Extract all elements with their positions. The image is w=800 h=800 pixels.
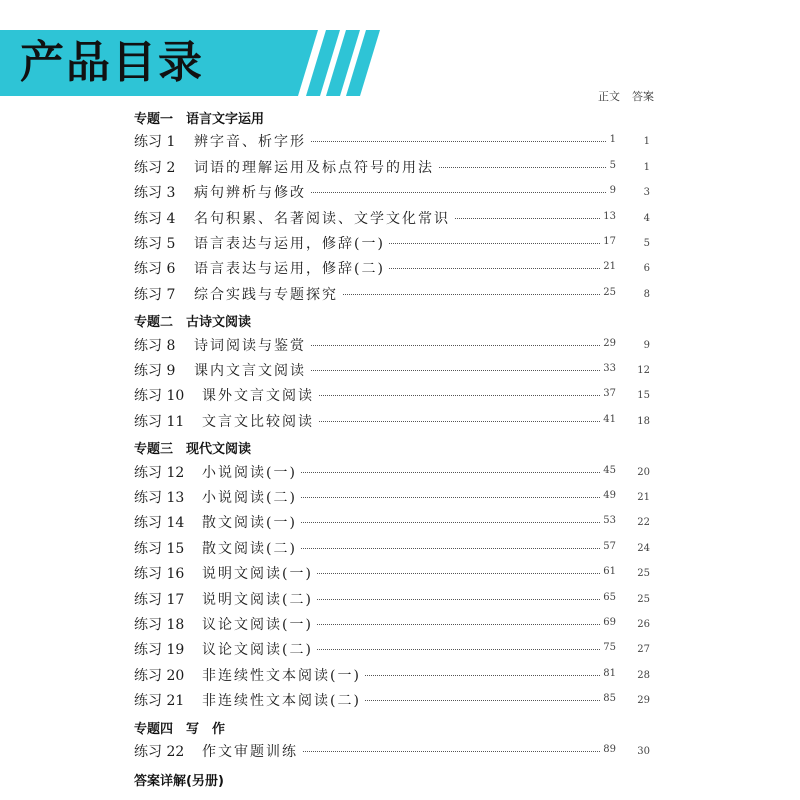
page-number: 75: [600, 642, 616, 653]
answer-page-number: 12: [637, 365, 650, 376]
exercise-number: 练习 18: [134, 617, 185, 633]
exercise-number: 练习 12: [134, 464, 185, 481]
toc-entry[interactable]: [0, 512, 800, 534]
exercise-number: 练习 4: [134, 210, 176, 227]
exercise-number: 练习 7: [134, 286, 176, 303]
exercise-title: 辨字音、析字形: [194, 131, 310, 151]
dot-leader: [290, 548, 610, 549]
dot-leader: [290, 192, 610, 193]
toc-entry[interactable]: [0, 665, 800, 687]
page-number: 25: [600, 287, 616, 298]
answer-page-number: 20: [637, 466, 650, 478]
toc-entry[interactable]: [0, 233, 800, 255]
page-number: 9: [607, 185, 616, 196]
toc-entry[interactable]: [0, 360, 800, 382]
exercise-number: 练习 13: [134, 490, 185, 506]
toc-entry[interactable]: [0, 487, 800, 509]
exercise-number: 练习 3: [134, 185, 176, 202]
toc-entry[interactable]: [0, 462, 800, 484]
exercise-title: 课外文言文阅读: [202, 385, 318, 405]
answer-page-number: 8: [643, 288, 650, 300]
exercise-title: 病句辨析与修改: [194, 182, 310, 202]
dot-leader: [290, 624, 610, 625]
dot-leader: [290, 370, 610, 371]
exercise-title: 非连续性文本阅读(二): [202, 690, 365, 710]
page-number: 29: [600, 338, 616, 349]
exercise-title: 散文阅读(二): [202, 538, 301, 558]
exercise-title: 说明文阅读(二): [202, 589, 317, 609]
dot-leader: [290, 141, 610, 142]
page-number: 37: [600, 388, 616, 399]
answer-page-number: 25: [637, 593, 650, 605]
exercise-title: 语言表达与运用，修辞(二): [194, 258, 389, 278]
page-number: 53: [600, 515, 616, 526]
exercise-number: 练习 5: [134, 236, 176, 252]
answer-page-number: 28: [637, 669, 650, 681]
page-number: 81: [600, 668, 616, 679]
dot-leader: [290, 395, 610, 396]
dot-leader: [290, 522, 610, 523]
dot-leader: [290, 649, 610, 650]
exercise-title: 议论文阅读(二): [202, 639, 317, 659]
exercise-number: 练习 9: [134, 363, 176, 379]
exercise-title: 作文审题训练: [202, 741, 302, 761]
page-number: 5: [607, 160, 616, 171]
exercise-number: 练习 14: [134, 515, 185, 532]
page-number: 69: [600, 617, 616, 628]
exercise-number: 练习 8: [134, 337, 176, 354]
toc-entry[interactable]: [0, 157, 800, 179]
page-number: 1: [607, 134, 616, 145]
page-number: 85: [600, 693, 616, 704]
answer-page-number: 3: [643, 187, 650, 199]
exercise-title: 散文阅读(一): [202, 512, 301, 532]
toc-entry[interactable]: [0, 131, 800, 153]
exercise-number: 练习 10: [134, 388, 185, 405]
exercise-number: 练习 11: [134, 413, 185, 430]
exercise-number: 练习 21: [134, 693, 185, 710]
toc-entry[interactable]: [0, 284, 800, 306]
page-number: 57: [600, 541, 616, 552]
dot-leader: [290, 573, 610, 574]
exercise-number: 练习 15: [134, 540, 185, 557]
page-number: 17: [600, 236, 616, 247]
column-header-answer: 答案: [632, 90, 654, 103]
toc-entry[interactable]: [0, 182, 800, 204]
page-number: 65: [600, 592, 616, 603]
exercise-number: 练习 17: [134, 591, 185, 608]
answer-page-number: 18: [637, 415, 650, 427]
dot-leader: [290, 421, 610, 422]
toc-entry[interactable]: [0, 258, 800, 280]
exercise-number: 练习 19: [134, 642, 185, 659]
exercise-title: 综合实践与专题探究: [194, 284, 342, 304]
page-number: 33: [600, 363, 616, 374]
toc-entry[interactable]: [0, 563, 800, 585]
exercise-title: 语言表达与运用，修辞(一): [194, 233, 389, 253]
answer-page-number: 6: [643, 263, 650, 275]
section-heading: 专题三 现代文阅读: [134, 442, 252, 458]
exercise-title: 说明文阅读(一): [202, 563, 317, 583]
exercise-title: 名句积累、名著阅读、文学文化常识: [194, 208, 454, 228]
exercise-title: 文言文比较阅读: [202, 411, 318, 431]
exercise-number: 练习 6: [134, 261, 176, 278]
page-number: 45: [600, 465, 616, 476]
dot-leader: [290, 345, 610, 346]
exercise-title: 非连续性文本阅读(一): [202, 665, 365, 685]
toc-entry[interactable]: [0, 411, 800, 433]
dot-leader: [290, 751, 610, 752]
exercise-number: 练习 16: [134, 566, 185, 583]
page-number: 49: [600, 490, 616, 501]
toc-entry[interactable]: [0, 335, 800, 357]
page-number: 41: [600, 414, 616, 425]
toc-entry[interactable]: [0, 385, 800, 407]
toc-entry[interactable]: [0, 741, 800, 763]
exercise-number: 练习 1: [134, 134, 176, 151]
exercise-number: 练习 22: [134, 744, 185, 760]
answer-page-number: 4: [643, 212, 650, 224]
toc-entry[interactable]: [0, 589, 800, 611]
toc-entry[interactable]: [0, 614, 800, 636]
column-header-main: 正文: [598, 90, 620, 103]
answer-page-number: 24: [637, 542, 650, 554]
answer-page-number: 1: [643, 136, 650, 148]
exercise-title: 课内文言文阅读: [194, 360, 310, 380]
toc-entry[interactable]: [0, 639, 800, 661]
answer-page-number: 9: [643, 339, 650, 351]
answer-page-number: 30: [637, 746, 650, 757]
dot-leader: [290, 599, 610, 600]
answer-key-note: 答案详解(另册): [134, 774, 224, 789]
answer-page-number: 1: [643, 161, 650, 173]
answer-page-number: 29: [637, 695, 650, 707]
section-heading: 专题一 语言文字运用: [134, 112, 265, 127]
section-heading: 专题四 写 作: [134, 721, 226, 737]
page-number: 61: [600, 566, 616, 577]
page-number: 13: [600, 211, 616, 222]
answer-page-number: 15: [637, 390, 650, 402]
exercise-title: 词语的理解运用及标点符号的用法: [194, 157, 438, 177]
exercise-title: 议论文阅读(一): [202, 614, 317, 634]
section-heading: 专题二 古诗文阅读: [134, 315, 252, 331]
toc-entry[interactable]: [0, 538, 800, 560]
exercise-number: 练习 2: [134, 159, 176, 176]
answer-page-number: 25: [637, 568, 650, 580]
toc-entry[interactable]: [0, 208, 800, 230]
answer-page-number: 21: [637, 492, 650, 503]
dot-leader: [290, 472, 610, 473]
exercise-title: 诗词阅读与鉴赏: [194, 335, 310, 355]
exercise-number: 练习 20: [134, 667, 185, 684]
toc-entry[interactable]: [0, 690, 800, 712]
answer-page-number: 5: [643, 238, 650, 249]
page-number: 89: [600, 744, 616, 755]
dot-leader: [290, 497, 610, 498]
exercise-title: 小说阅读(一): [202, 462, 301, 482]
answer-page-number: 27: [637, 644, 650, 656]
page-number: 21: [600, 261, 616, 272]
answer-page-number: 26: [637, 619, 650, 630]
exercise-title: 小说阅读(二): [202, 487, 301, 507]
page-title: 产品目录: [20, 37, 204, 88]
answer-page-number: 22: [637, 517, 650, 529]
